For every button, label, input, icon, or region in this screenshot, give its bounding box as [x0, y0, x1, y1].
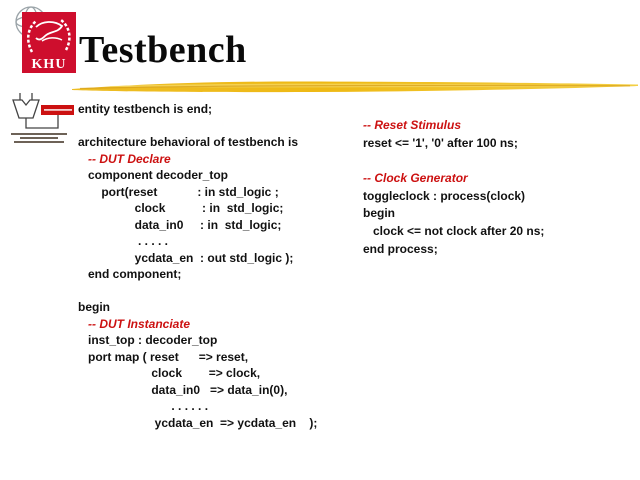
code-line: inst_top : decoder_top — [78, 333, 218, 347]
code-line: toggleclock : process(clock) — [363, 188, 526, 203]
code-line: clock : in std_logic; — [78, 201, 284, 215]
tiny-caption-lines — [11, 133, 67, 143]
code-line: end process; — [363, 241, 438, 256]
code-line: begin — [78, 300, 110, 314]
code-line: port map ( reset => reset, — [78, 349, 249, 364]
code-line: ycdata_en : out std_logic ); — [78, 250, 294, 265]
yellow-brush-underline — [70, 75, 640, 97]
code-line: data_in0 => data_in(0), — [78, 382, 288, 397]
code-line: port(reset : in std_logic ; — [78, 184, 279, 199]
code-line: . . . . . . — [78, 399, 209, 413]
code-line — [78, 283, 317, 300]
code-line: end component; — [78, 267, 182, 281]
slide-title: Testbench — [79, 29, 247, 71]
code-comment-line: -- DUT Declare — [78, 151, 171, 166]
code-line: data_in0 : in std_logic; — [78, 217, 282, 232]
code-comment-line: -- Clock Generator — [363, 171, 468, 186]
code-line — [78, 118, 317, 135]
code-comment-line: -- DUT Instanciate — [78, 316, 191, 331]
code-line — [363, 152, 544, 170]
code-line: clock => clock, — [78, 366, 261, 380]
logo-text: KHU — [31, 57, 67, 72]
code-line: reset <= '1', '0' after 100 ns; — [363, 135, 518, 150]
code-line: architecture behavioral of testbench is — [78, 135, 299, 149]
khu-logo-icon — [12, 5, 80, 77]
code-comment-line: -- Reset Stimulus — [363, 118, 462, 132]
code-line: clock <= not clock after 20 ns; — [363, 224, 545, 239]
gate-red-label-text-mark — [44, 109, 72, 111]
code-line: ycdata_en => ycdata_en ); — [78, 415, 318, 430]
code-block-left — [78, 101, 317, 431]
code-line: entity testbench is end; — [78, 102, 213, 116]
code-block-right — [363, 117, 544, 259]
code-line: component decoder_top — [78, 168, 229, 182]
code-line: begin — [363, 206, 395, 221]
code-line: . . . . . — [78, 234, 169, 248]
logic-gate-icon — [6, 92, 74, 146]
